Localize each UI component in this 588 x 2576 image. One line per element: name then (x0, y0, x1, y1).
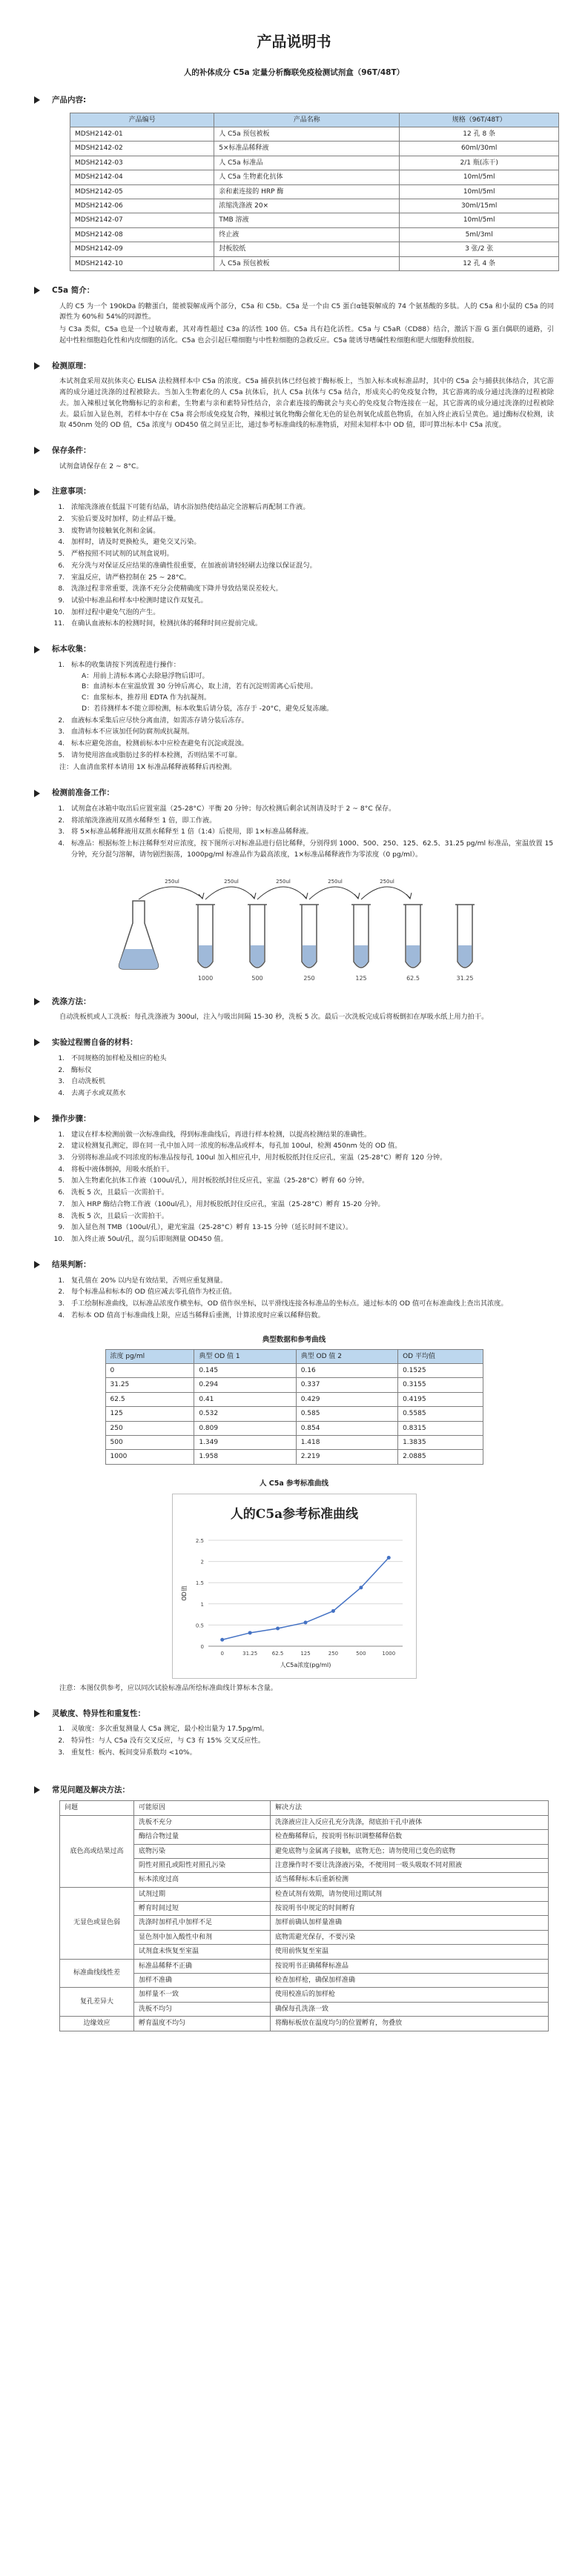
table-cell: 62.5 (105, 1392, 194, 1406)
table-header: 解决方法 (270, 1801, 548, 1815)
list-item: 5. 请勿使用溶血或脂肪过多的样本检测，否则结果不可靠。 (67, 750, 554, 762)
table-header: 浓度 pg/ml (105, 1349, 194, 1363)
table-row (105, 1450, 483, 1464)
arrow-right-icon (34, 790, 40, 797)
flask-liquid (119, 949, 158, 969)
table-row (70, 227, 559, 242)
table-row (70, 184, 559, 199)
table-header: 规格（96T/48T） (400, 113, 559, 127)
section-contents: 产品内容: (34, 94, 554, 107)
x-tick-label: 250 (328, 1650, 338, 1657)
data-point (220, 1638, 224, 1642)
table-cell: 3 张/2 张 (400, 242, 559, 256)
table-row (70, 156, 559, 170)
list-item: 2. 将浓缩洗涤液用双蒸水稀释至 1 倍，即工作液。 (67, 816, 554, 827)
section-prep: 检测前准备工作： (34, 787, 554, 799)
problem-cell: 边缘效应 (60, 2017, 134, 2031)
list-item: 1. 标本的收集请按下列流程进行操作： A：用前上清标本离心去除悬浮物后即可。 B：血清标本在室温放置 30 分钟后离心，取上清，若有沉淀则需离心后使用。 C：血浆标本，推荐用 EDTA 作为抗凝剂。 D：若待测样本不能立即检测，标本收集后请分装，冻存于 -20°C，避免反复冻融。 (67, 660, 554, 715)
table-row (60, 1887, 549, 1901)
list-item: 4. 加样时，请及时更换枪头，避免交叉污染。 (67, 537, 554, 548)
cause-cell: 孵育时间过短 (134, 1902, 271, 1916)
chart-note: 注意：本图仅供参考，应以同次试验标准品所绘标准曲线计算标本含量。 (59, 1683, 277, 1692)
arrow-right-icon (34, 646, 40, 653)
table-cell: 2.219 (296, 1450, 397, 1464)
table-row (70, 142, 559, 156)
dilution-svg (102, 871, 487, 982)
list-item: 2. 特异性：与人 C5a 没有交叉反应，与 C3 有 15% 交叉反应性。 (67, 1736, 554, 1747)
solution-cell: 使用前恢复至室温 (270, 1945, 548, 1959)
table-cell: 250 (105, 1421, 194, 1435)
list-item: 2. 每个标准品和标本的 OD 值应减去零孔值作为校正值。 (67, 1287, 554, 1298)
tube-icon (248, 905, 267, 968)
table-row (70, 170, 559, 184)
od-table (105, 1349, 483, 1465)
sublist-item: D：若待测样本不能立即检测，标本收集后请分装，冻存于 -20°C，避免反复冻融。 (82, 704, 334, 713)
tube-label: 250 (303, 974, 315, 982)
table-cell: MDSH2142-08 (70, 227, 214, 242)
transfer-label: 250ul (223, 878, 239, 885)
transfer-arrow (361, 887, 410, 899)
arrow-right-icon (34, 96, 40, 104)
solution-cell: 底物需避光保存，不要污染 (270, 1930, 548, 1944)
table-cell: 0.1525 (398, 1363, 483, 1377)
sublist-item: A：用前上清标本离心去除悬浮物后即可。 (82, 671, 209, 680)
transfer-arrow (205, 887, 254, 899)
table-cell: 人 C5a 标准品 (214, 156, 400, 170)
x-tick-label: 62.5 (271, 1650, 283, 1657)
table-cell: MDSH2142-09 (70, 242, 214, 256)
list-item: 3. 血清标本不应该加任何防腐剂或抗凝剂。 (67, 727, 554, 738)
transfer-label: 250ul (275, 878, 291, 885)
list-item: 2. 建议检测复孔测定，即在同一孔中加入同一浓度的标准品或样本，每孔加 100ul，检测 450nm 处的 OD 值。 (67, 1141, 554, 1152)
table-cell: 0.854 (296, 1421, 397, 1435)
table-cell: 2.0885 (398, 1450, 483, 1464)
arrow-right-icon (34, 1786, 40, 1794)
list-item: 3. 自动洗板机 (67, 1076, 554, 1088)
table-cell: MDSH2142-01 (70, 127, 214, 141)
table-cell: 亲和素连接的 HRP 酶 (214, 184, 400, 199)
table-cell: MDSH2142-07 (70, 213, 214, 227)
table-row (70, 199, 559, 213)
data-point (331, 1609, 334, 1613)
cause-cell: 洗板不均匀 (134, 2002, 271, 2016)
problem-cell: 复孔差异大 (60, 1988, 134, 2017)
cause-cell: 标本浓度过高 (134, 1873, 271, 1887)
y-tick-label: 0 (200, 1643, 204, 1650)
transfer-arrow (257, 887, 306, 899)
solution-cell: 避免底物与金属离子接触，底物无色；请勿使用已变色的底物 (270, 1844, 548, 1858)
solution-cell: 洗涤液应注入反应孔充分洗涤，彻底拍干孔中液体 (270, 1815, 548, 1829)
table-cell: 1.349 (194, 1435, 296, 1449)
transfer-arrow (139, 887, 202, 899)
cause-cell: 酶结合物过量 (134, 1830, 271, 1844)
arrow-right-icon (34, 998, 40, 1005)
section-materials: 实验过程需自备的材料： (34, 1036, 554, 1049)
table-cell: 0 (105, 1363, 194, 1377)
chart-caption: 人 C5a 参考标准曲线 (259, 1479, 329, 1488)
x-tick-label: 0 (219, 1650, 224, 1657)
table-cell: 10ml/5ml (400, 213, 559, 227)
cause-cell: 洗涤时加样孔中加样不足 (134, 1916, 271, 1930)
solution-cell: 使用校准后的加样枪 (270, 1988, 548, 2002)
arrowhead-icon (406, 893, 412, 899)
arrow-right-icon (34, 1261, 40, 1268)
table-row (60, 2017, 549, 2031)
solution-cell: 按说明书中规定的时间孵育 (270, 1902, 548, 1916)
cause-cell: 加样不准确 (134, 1974, 271, 1988)
tube-label: 31.25 (456, 974, 473, 982)
arrow-right-icon (34, 287, 40, 294)
table-header: OD 平均值 (398, 1349, 483, 1363)
solution-cell: 注意操作时不要让洗涤液污染，不便用同一吸头吸取不同对照液 (270, 1858, 548, 1872)
table-cell: 0.8315 (398, 1421, 483, 1435)
tube-label: 1000 (197, 974, 213, 982)
cause-cell: 标准品稀释不正确 (134, 1959, 271, 1973)
list-item: 4. 将板中液体倒掉，用吸水纸拍干。 (67, 1165, 554, 1176)
steps-list (34, 1130, 554, 1245)
cause-cell: 显色剂中加入酸性中和剂 (134, 1930, 271, 1944)
table-cell: 125 (105, 1407, 194, 1421)
table-cell: MDSH2142-03 (70, 156, 214, 170)
y-tick-label: 0.5 (195, 1623, 204, 1629)
table-row (105, 1363, 483, 1377)
solution-cell: 适当稀释标本后重新检测 (270, 1873, 548, 1887)
list-item: 4. 标准品：根据标签上标注稀释至对应浓度，按下图所示对标准品进行倍比稀释，分别得到 1000、500、250、125、62.5、31.25 pg/ml 标准品，室温放置 15 分钟，充分混匀溶解，请勿剧烈振荡，1000pg/ml 标准品作为最高浓度，1×标准品稀释液作为零浓度（0 pg/ml）。 (67, 839, 554, 860)
table-cell: MDSH2142-10 (70, 256, 214, 270)
table-row (60, 1988, 549, 2002)
dilution-diagram (34, 871, 554, 982)
list-item: 5. 加入生物素化抗体工作液（100ul/孔），用封板胶纸封住反应孔，室温（25-28°C）孵育 60 分钟。 (67, 1176, 554, 1187)
wash-text: 自动洗板机或人工洗板：每孔洗涤液为 300ul，注入与吸出间隔 15-30 秒，洗板 5 次。最后一次洗板完成后将板倒扣在厚吸水纸上用力拍干。 (59, 1013, 489, 1022)
table-row (105, 1407, 483, 1421)
series-line (222, 1557, 389, 1640)
faq-table (59, 1800, 549, 2031)
x-tick-label: 31.25 (242, 1650, 257, 1657)
arrow-right-icon (34, 1710, 40, 1717)
table-row (70, 242, 559, 256)
y-tick-label: 2 (200, 1559, 204, 1565)
table-cell: 1.958 (194, 1450, 296, 1464)
table-cell: 0.3155 (398, 1378, 483, 1392)
tube-label: 125 (354, 974, 367, 982)
solution-cell: 检查酶稀释后，按说明书标识调整稀释倍数 (270, 1830, 548, 1844)
od-table-caption: 典型数据和参考曲线 (262, 1336, 326, 1345)
table-cell: 0.4195 (398, 1392, 483, 1406)
table-cell: 30ml/15ml (400, 199, 559, 213)
table-cell: 0.145 (194, 1363, 296, 1377)
table-row (70, 127, 559, 141)
list-item: 3. 废物请勿接触氧化剂和金属。 (67, 526, 554, 537)
y-tick-label: 1 (200, 1601, 204, 1608)
solution-cell: 检查加样枪，确保加样准确 (270, 1974, 548, 1988)
table-cell: 0.16 (296, 1363, 397, 1377)
solution-cell: 加样前确认加样量准确 (270, 1916, 548, 1930)
table-header: 典型 OD 值 1 (194, 1349, 296, 1363)
problem-cell: 底色高或结果过高 (60, 1815, 134, 1887)
cause-cell: 洗板不充分 (134, 1815, 271, 1829)
problem-cell: 标准曲线线性差 (60, 1959, 134, 1988)
table-cell: 0.294 (194, 1378, 296, 1392)
arrow-right-icon (34, 1115, 40, 1122)
list-item: 5. 严格按照不同试剂的试剂盒说明。 (67, 549, 554, 560)
intro-para-2: 与 C3a 类似，C5a 也是一个过敏毒素，其对毒性超过 C3a 的活性 100 倍。C5a 具有趋化活性。C5a 与 C5aR（CD88）结合，激活下游 G 蛋白偶联的通路，引起中性粒细胞趋化性和内皮细胞的活化。C5a 也会引起巨噬细胞与中性粒细胞的急救反应。C5a 能诱导嗜碱性粒细胞和肥大细胞释放组胺。 (59, 325, 554, 345)
table-header: 产品编号 (70, 113, 214, 127)
table-row (60, 1959, 549, 1973)
arrow-right-icon (34, 362, 40, 370)
data-point (359, 1585, 363, 1589)
standard-curve-chart (172, 1494, 417, 1679)
storage-text: 试剂盒请保存在 2 ~ 8°C。 (59, 462, 143, 470)
tube-icon (300, 905, 319, 968)
cause-cell: 试剂盒未恢复至室温 (134, 1945, 271, 1959)
chart-svg (173, 1494, 416, 1678)
list-item: 9. 试验中标准品和样本中检测时建议作双复孔。 (67, 596, 554, 607)
tube-icon (196, 905, 215, 968)
section-storage: 保存条件： (34, 445, 554, 457)
principle-text: 本试剂盒采用双抗体夹心 ELISA 法检测样本中 C5a 的浓度。C5a 捕获抗体已经包被于酶标板上，当加入标本或标准品时，其中的 C5a 会与捕获抗体结合，其它游离的成分通过洗涤的过程被除去。当加入生物素化的人 C5a 抗体后，抗人 C5a 抗体与 C5a 结合，形成夹心的免疫复合物，其它游离的成分通过洗涤的过程被除去。加入辣根过氧化物酶标记的亲和素，生物素与亲和素特异性结合，亲合素连接的酶就会与夹心的免疫复合物连接在一起，其它游离的成分通过洗涤的过程被除去。最后加入显色剂，若样本中存在 C5a 将会形成免疫复合物，辣根过氧化物酶会催化无色的显色剂氧化成蓝色物质，在加入终止液后呈黄色。通过酶标仪检测，读取 450nm 处的 OD 值，C5a 浓度与 OD450 值之间呈正比，通过参考标准曲线的标准物质，对照未知样本中 OD 值，即可算出标本中 C5a 浓度。 (59, 377, 554, 430)
tube-icon (351, 905, 371, 968)
table-cell: 12 孔 8 条 (400, 127, 559, 141)
table-cell: 浓缩洗涤液 20× (214, 199, 400, 213)
table-cell: 0.429 (296, 1392, 397, 1406)
table-cell: 0.337 (296, 1378, 397, 1392)
x-axis-label: 人C5a浓度(pg/ml) (280, 1661, 331, 1668)
cause-cell: 孵育温度不均匀 (134, 2017, 271, 2031)
sublist-item: C：血浆标本，推荐用 EDTA 作为抗凝剂。 (82, 693, 211, 702)
list-item: 1. 试剂盒在冰箱中取出后应置室温（25-28°C）平衡 20 分钟；每次检测后剩余试剂请及时于 2 ~ 8°C 保存。 (67, 804, 554, 815)
cause-cell: 阴性对照孔或阳性对照孔污染 (134, 1858, 271, 1872)
table-row (105, 1378, 483, 1392)
table-cell: 60ml/30ml (400, 142, 559, 156)
table-cell: MDSH2142-06 (70, 199, 214, 213)
section-principle: 检测原理： (34, 360, 554, 373)
problem-cell: 无显色或显色弱 (60, 1887, 134, 1959)
cause-cell: 底物污染 (134, 1844, 271, 1858)
list-item: 2. 血液标本采集后应尽快分离血清，如需冻存请分装后冻存。 (67, 716, 554, 727)
product-subtitle: 人的补体成分 C5a 定量分析酶联免疫检测试剂盒（96T/48T） (183, 68, 405, 77)
list-item: 6. 洗板 5 次，且最后一次需拍干。 (67, 1188, 554, 1199)
table-cell: 0.585 (296, 1407, 397, 1421)
x-tick-label: 1000 (381, 1650, 395, 1657)
chart-title: 人的C5a参考标准曲线 (230, 1506, 358, 1522)
tube-icon (403, 905, 423, 968)
y-tick-label: 2.5 (195, 1537, 204, 1544)
data-point (303, 1620, 307, 1624)
section-steps: 操作步骤： (34, 1113, 554, 1125)
solution-cell: 检查试剂有效期，请勿使用过期试剂 (270, 1887, 548, 1901)
arrow-right-icon (34, 488, 40, 496)
table-cell: 终止液 (214, 227, 400, 242)
table-row (105, 1392, 483, 1406)
table-cell: 1.418 (296, 1435, 397, 1449)
solution-cell: 确保每孔洗涤一致 (270, 2002, 548, 2016)
list-item: 7. 室温反应，请严格控制在 25 ~ 28°C。 (67, 573, 554, 584)
table-cell: 5×标准品稀释液 (214, 142, 400, 156)
list-item: 3. 手工绘制标准曲线，以标准品浓度作横坐标，OD 值作纵坐标，以平滑线连接各标准品的坐标点。通过标本的 OD 值可在标准曲线上查出其浓度。 (67, 1299, 554, 1310)
table-cell: 31.25 (105, 1378, 194, 1392)
cause-cell: 试剂过期 (134, 1887, 271, 1901)
tube-label: 500 (251, 974, 263, 982)
tube-icon (455, 905, 475, 968)
table-cell: 0.41 (194, 1392, 296, 1406)
arrow-right-icon (34, 1039, 40, 1046)
transfer-label: 250ul (164, 878, 179, 885)
data-point (386, 1556, 390, 1560)
table-cell: 5ml/3ml (400, 227, 559, 242)
section-sample: 标本收集： (34, 643, 554, 656)
list-item: 6. 充分洗与对保证反应结果的准确性很重要，在加液前请轻轻刷去边缘以保证混匀。 (67, 561, 554, 572)
list-item: 1. 建议在样本检测前做一次标准曲线，得到标准曲线后，再进行样本检测，以提高检测结果的准确性。 (67, 1130, 554, 1141)
table-row (70, 256, 559, 270)
list-item: 2. 酶标仪 (67, 1065, 554, 1076)
table-cell: 人 C5a 生物素化抗体 (214, 170, 400, 184)
table-cell: 0.532 (194, 1407, 296, 1421)
table-cell: 封板胶纸 (214, 242, 400, 256)
section-wash: 洗涤方法： (34, 996, 554, 1008)
table-row (105, 1421, 483, 1435)
list-item: 1. 复孔值在 20% 以内是有效结果，否则应重复测量。 (67, 1276, 554, 1287)
prep-list (34, 804, 554, 861)
table-row (60, 1815, 549, 1829)
section-intro: C5a 简介： (34, 284, 554, 297)
list-item: 1. 灵敏度：多次重复测量人 C5a 测定，最小检出量为 17.5pg/ml。 (67, 1724, 554, 1735)
calc-list (34, 1276, 554, 1322)
list-item: 8. 洗涤过程非常重要，洗涤不充分会使精确度下降并导致结果误差较大。 (67, 584, 554, 595)
list-item: 8. 洗板 5 次，且最后一次需拍干。 (67, 1211, 554, 1222)
table-cell: 1000 (105, 1450, 194, 1464)
list-item: 1. 浓缩洗涤液在低温下可能有结晶，请水浴加热使结晶完全溶解后再配制工作液。 (67, 502, 554, 513)
list-item: 4. 去离子水或双蒸水 (67, 1088, 554, 1099)
table-header: 产品名称 (214, 113, 400, 127)
table-cell: 0.5585 (398, 1407, 483, 1421)
table-cell: 0.809 (194, 1421, 296, 1435)
list-item: 7. 加入 HRP 酶结合物工作液（100ul/孔），用封板胶纸封住反应孔，室温（25-28°C）孵育 15-20 分钟。 (67, 1199, 554, 1211)
kit-contents-table (70, 113, 559, 271)
table-cell: 人 C5a 预包被板 (214, 256, 400, 270)
section-performance: 灵敏度、特异性和重复性： (34, 1708, 554, 1720)
page-title: 产品说明书 (257, 33, 331, 50)
table-header: 可能原因 (134, 1801, 271, 1815)
arrowhead-icon (303, 893, 308, 899)
data-point (248, 1631, 251, 1634)
list-item: 3. 将 5×标准品稀释液用双蒸水稀释至 1 倍（1:4）后使用，即 1×标准品稀释液。 (67, 827, 554, 838)
table-header: 问题 (60, 1801, 134, 1815)
list-item: 3. 重复性：板内、板间变异系数均 <10%。 (67, 1748, 554, 1759)
table-cell: MDSH2142-02 (70, 142, 214, 156)
table-cell: 500 (105, 1435, 194, 1449)
list-item: 11. 在确认血液标本的检测时间，检测抗体的稀释时间应提前完成。 (67, 619, 554, 630)
performance-list (34, 1724, 554, 1758)
table-header: 典型 OD 值 2 (296, 1349, 397, 1363)
materials-list (34, 1054, 554, 1099)
table-cell: 2/1 瓶(冻干) (400, 156, 559, 170)
solution-cell: 将酶标板放在温度均匀的位置孵育，勿叠放 (270, 2017, 548, 2031)
sublist-item: B：血清标本在室温放置 30 分钟后离心，取上清，若有沉淀则需离心后使用。 (82, 682, 317, 691)
data-point (276, 1626, 280, 1630)
list-item: 10. 加样过程中避免气泡的产生。 (67, 608, 554, 619)
table-cell: 12 孔 4 条 (400, 256, 559, 270)
table-row (70, 213, 559, 227)
table-cell: TMB 溶液 (214, 213, 400, 227)
table-cell: 10ml/5ml (400, 184, 559, 199)
intro-para-1: 人的 C5 为一个 190kDa 的糖蛋白，能被裂解成两个部分，C5a 和 C5b。C5a 是一个由 C5 蛋白α链裂解成的 74 个氨基酸的多肽。人的 C5a 和小鼠的 C5a 的同源性为 60%和 54%的同源性。 (59, 302, 554, 322)
table-cell: MDSH2142-04 (70, 170, 214, 184)
section-faq: 常见问题及解决方法： (34, 1784, 554, 1797)
sample-note: 注：人血清血浆样本请用 1X 标准品稀释液稀释后再检测。 (59, 763, 237, 772)
y-tick-label: 1.5 (195, 1580, 204, 1587)
table-cell: 10ml/5ml (400, 170, 559, 184)
sample-sublist (71, 671, 554, 715)
list-item: 4. 若标本 OD 值高于标准曲线上限，应适当稀释后重测，计算浓度时应乘以稀释倍数。 (67, 1311, 554, 1322)
notes-list (34, 502, 554, 630)
y-axis-label: OD值 (180, 1585, 188, 1601)
x-tick-label: 125 (300, 1650, 311, 1657)
section-notes: 注意事项： (34, 485, 554, 498)
tube-label: 62.5 (406, 974, 420, 982)
x-tick-label: 500 (355, 1650, 366, 1657)
list-item: 10. 加入终止液 50ul/孔，混匀后即刻测量 OD450 值。 (67, 1234, 554, 1245)
list-item: 2. 实验后要及时加样，防止样品干燥。 (67, 514, 554, 525)
transfer-arrow (309, 887, 358, 899)
arrowhead-icon (354, 893, 360, 899)
intro-text (34, 302, 554, 347)
table-row (105, 1435, 483, 1449)
list-item: 1. 不同规格的加样枪及相应的枪头 (67, 1054, 554, 1065)
list-item: 9. 加入显色剂 TMB（100ul/孔），避光室温（25-28°C）孵育 13-15 分钟（延长时间不建议）。 (67, 1222, 554, 1234)
list-item: 3. 分别将标准品或不同浓度的标准品按每孔 100ul 加入相应孔中，用封板胶纸封住反应孔，室温（25-28°C）孵育 120 分钟。 (67, 1153, 554, 1164)
arrow-right-icon (34, 447, 40, 454)
arrowhead-icon (251, 893, 256, 899)
transfer-label: 250ul (379, 878, 394, 885)
solution-cell: 按说明书正确稀释标准品 (270, 1959, 548, 1973)
arrowhead-icon (199, 893, 204, 899)
transfer-label: 250ul (327, 878, 343, 885)
cause-cell: 加样量不一致 (134, 1988, 271, 2002)
table-cell: 1.3835 (398, 1435, 483, 1449)
table-cell: 人 C5a 预包被板 (214, 127, 400, 141)
table-cell: MDSH2142-05 (70, 184, 214, 199)
section-calc: 结果判断： (34, 1259, 554, 1271)
list-item: 4. 标本应避免溶血，检测前标本中应检查避免有沉淀或混浊。 (67, 739, 554, 750)
sample-list (34, 660, 554, 761)
